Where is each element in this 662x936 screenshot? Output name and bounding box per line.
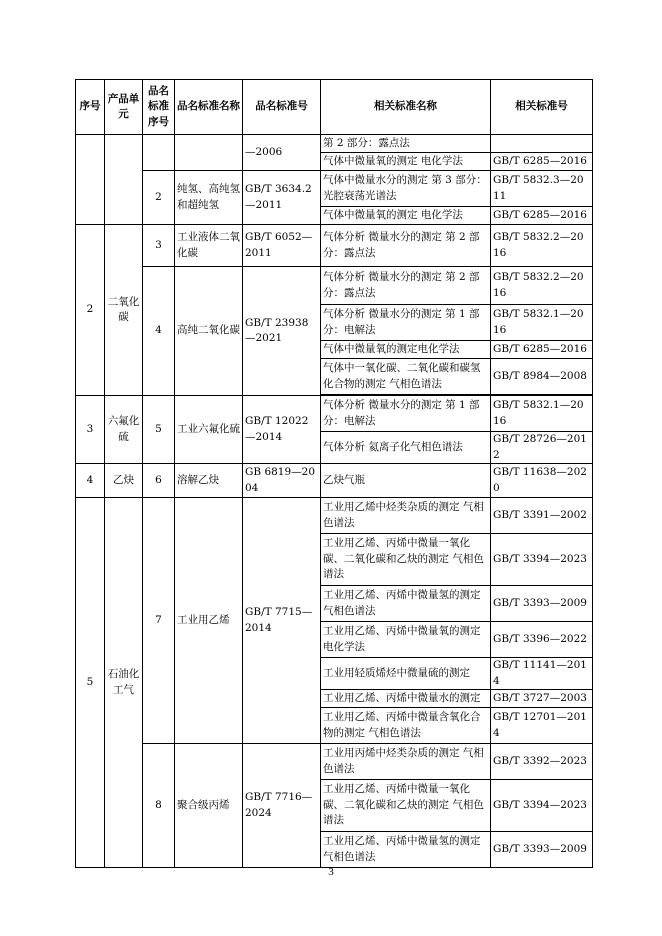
cell-item-std: —2006 [243, 135, 321, 171]
table-row [76, 396, 593, 432]
cell-rel-name: 工业用乙烯、丙烯中微量一氧化碳、二氧化碳和乙炔的测定 气相色谱法 [321, 780, 491, 832]
cell-item-name [175, 135, 243, 171]
cell-rel-no: GB/T 3394—2023 [491, 780, 593, 832]
cell-rel-name: 工业用乙烯、丙烯中微量一氧化碳、二氧化碳和乙炔的测定 气相色谱法 [321, 534, 491, 586]
cell-rel-no: GB/T 3727—2003 [491, 690, 593, 708]
cell-item-index: 5 [143, 396, 175, 464]
cell-item-name: 高纯二氧化碳 [175, 267, 243, 396]
cell-rel-name: 工业用丙烯中烃类杂质的测定 气相色谱法 [321, 744, 491, 780]
cell-item-name: 工业用乙烯 [175, 498, 243, 744]
header-unit: 产品单元 [105, 80, 143, 135]
table-row [76, 135, 593, 153]
cell-item-name: 工业六氟化硫 [175, 396, 243, 464]
cell-rel-name: 气体中微量氧的测定 电化学法 [321, 207, 491, 225]
cell-rel-name: 气体分析 微量水分的测定 第 2 部分：露点法 [321, 225, 491, 267]
cell-rel-no: GB/T 11638—2020 [491, 464, 593, 498]
cell-rel-name: 工业用乙烯中烃类杂质的测定 气相色谱法 [321, 498, 491, 534]
cell-rel-no [491, 135, 593, 153]
cell-rel-name: 气体中一氧化碳、二氧化碳和碳氢化合物的测定 气相色谱法 [321, 359, 491, 395]
cell-rel-name: 工业用乙烯、丙烯中微量氢的测定 气相色谱法 [321, 832, 491, 868]
cell-rel-no: GB/T 11141—2014 [491, 658, 593, 690]
cell-item-index: 6 [143, 464, 175, 498]
cell-unit: 乙炔 [105, 464, 143, 498]
cell-rel-no: GB/T 3393—2009 [491, 586, 593, 622]
cell-rel-no: GB/T 5832.2—2016 [491, 225, 593, 267]
table-row [76, 171, 593, 207]
table-row [76, 498, 593, 534]
cell-rel-name: 工业用轻质烯烃中微量硫的测定 [321, 658, 491, 690]
cell-item-std: GB/T 7715—2014 [243, 498, 321, 744]
header-rel-no: 相关标准号 [491, 80, 593, 135]
table-row [76, 744, 593, 780]
cell-rel-no: GB/T 5832.3—2011 [491, 171, 593, 207]
cell-rel-no: GB/T 3391—2002 [491, 498, 593, 534]
cell-rel-name: 气体分析 微量水分的测定 第 2 部分：露点法 [321, 267, 491, 305]
header-item-std: 品名标准号 [243, 80, 321, 135]
cell-rel-no: GB/T 5832.2—2016 [491, 267, 593, 305]
cell-rel-name: 气体分析 氦离子化气相色谱法 [321, 432, 491, 464]
cell-seq: 5 [76, 498, 105, 868]
cell-rel-name: 工业用乙烯、丙烯中微量水的测定 [321, 690, 491, 708]
cell-item-name: 纯氢、高纯氢和超纯氢 [175, 171, 243, 225]
cell-rel-no: GB/T 3392—2023 [491, 744, 593, 780]
cell-rel-no: GB/T 5832.1—2016 [491, 305, 593, 341]
cell-item-std: GB/T 23938—2021 [243, 267, 321, 396]
header-rel-name: 相关标准名称 [321, 80, 491, 135]
cell-rel-no: GB/T 3396—2022 [491, 622, 593, 658]
cell-rel-no: GB/T 12701—2014 [491, 708, 593, 744]
cell-item-index: 7 [143, 498, 175, 744]
cell-item-std: GB/T 3634.2—2011 [243, 171, 321, 225]
cell-rel-name: 工业用乙烯、丙烯中微量含氧化合物的测定 气相色谱法 [321, 708, 491, 744]
cell-rel-no: GB/T 28726—2012 [491, 432, 593, 464]
cell-rel-no: GB/T 6285—2016 [491, 207, 593, 225]
cell-item-std: GB/T 12022—2014 [243, 396, 321, 464]
cell-item-name: 聚合级丙烯 [175, 744, 243, 868]
cell-seq: 4 [76, 464, 105, 498]
cell-rel-no: GB/T 6285—2016 [491, 153, 593, 171]
cell-item-std: GB 6819—2004 [243, 464, 321, 498]
cell-seq [76, 135, 105, 225]
standards-table [75, 79, 593, 868]
header-seq: 序号 [76, 80, 105, 135]
cell-item-std: GB/T 6052—2011 [243, 225, 321, 267]
cell-rel-name: 气体中微量水分的测定 第 3 部分：光腔衰荡光谱法 [321, 171, 491, 207]
cell-item-index: 4 [143, 267, 175, 396]
cell-unit: 石油化工气 [105, 498, 143, 868]
cell-seq: 2 [76, 225, 105, 396]
cell-rel-name: 气体中微量氧的测定 电化学法 [321, 153, 491, 171]
header-row [76, 80, 593, 135]
table-row [76, 464, 593, 498]
header-item-name: 品名标准名称 [175, 80, 243, 135]
cell-item-index [143, 135, 175, 171]
cell-rel-no: GB/T 6285—2016 [491, 341, 593, 359]
cell-rel-name: 气体分析 微量水分的测定 第 1 部分：电解法 [321, 396, 491, 432]
cell-item-index: 8 [143, 744, 175, 868]
cell-rel-no: GB/T 8984—2008 [491, 359, 593, 395]
cell-item-name: 工业液体二氧化碳 [175, 225, 243, 267]
cell-rel-name: 乙炔气瓶 [321, 464, 491, 498]
cell-seq: 3 [76, 396, 105, 464]
cell-item-name: 溶解乙炔 [175, 464, 243, 498]
cell-item-std: GB/T 7716—2024 [243, 744, 321, 868]
cell-item-index: 2 [143, 171, 175, 225]
cell-item-index: 3 [143, 225, 175, 267]
cell-rel-no: GB/T 5832.1—2016 [491, 396, 593, 432]
page-number: 3 [328, 866, 334, 878]
cell-unit: 六氟化硫 [105, 396, 143, 464]
cell-rel-name: 气体中微量氧的测定电化学法 [321, 341, 491, 359]
cell-rel-name: 工业用乙烯、丙烯中微量氧的测定 电化学法 [321, 622, 491, 658]
cell-rel-name: 工业用乙烯、丙烯中微量氢的测定 气相色谱法 [321, 586, 491, 622]
cell-rel-name: 第 2 部分：露点法 [321, 135, 491, 153]
cell-unit [105, 135, 143, 225]
cell-unit: 二氧化碳 [105, 225, 143, 396]
table-row [76, 225, 593, 267]
table-row [76, 267, 593, 305]
cell-rel-no: GB/T 3393—2009 [491, 832, 593, 868]
header-item-index: 品名标准序号 [143, 80, 175, 135]
cell-rel-no: GB/T 3394—2023 [491, 534, 593, 586]
cell-rel-name: 气体分析 微量水分的测定 第 1 部分：电解法 [321, 305, 491, 341]
